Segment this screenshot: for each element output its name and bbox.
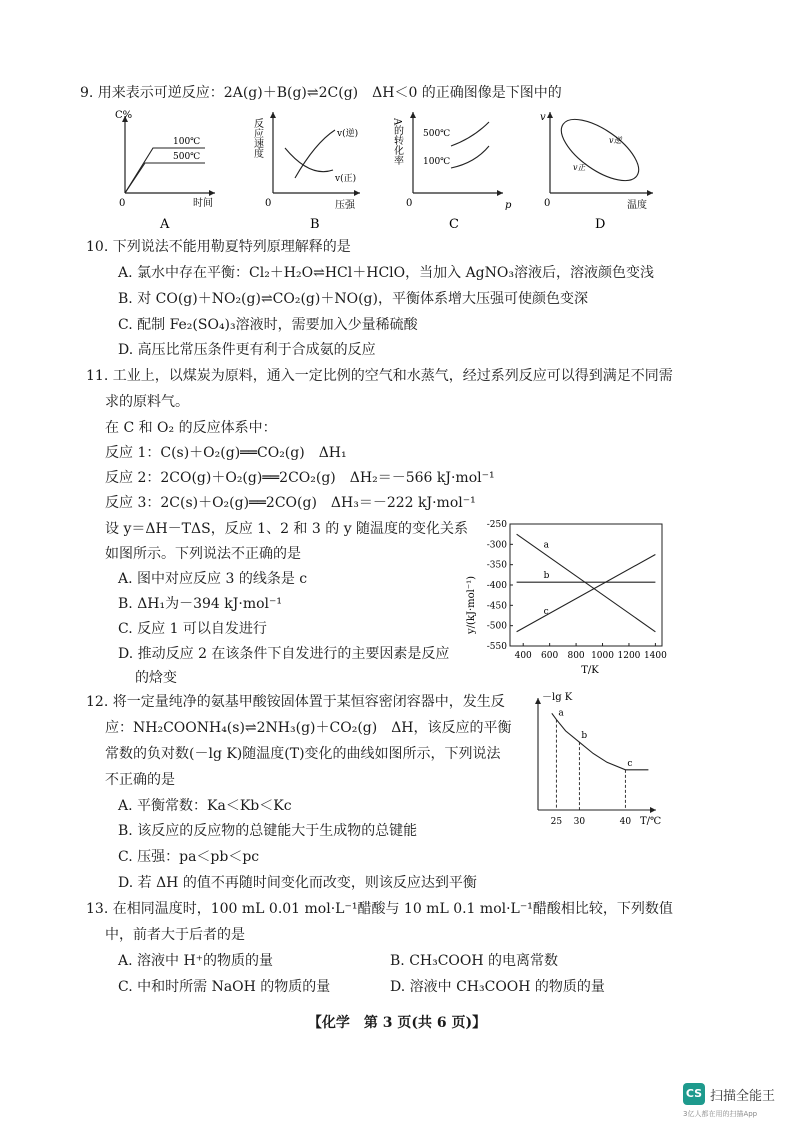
q11-option-a: A. 图中对应反应 3 的线条是 c [118,571,308,587]
q9-stem: 9. 用来表示可逆反应：2A(g)＋B(g)⇌2C(g) ΔH＜0 的正确图像是下图中的 [80,85,562,101]
graph-b-curve1: v(逆) [337,129,359,139]
q12-chart-xlabel: T/℃ [640,816,662,827]
q9-graph-a [115,108,225,233]
q10-option-b: B. 对 CO(g)＋NO₂(g)⇌CO₂(g)＋NO(g)，平衡体系增大压强可使颜色变深 [118,291,588,307]
q11-chart-ytick-label: -250 [486,520,507,530]
q11-chart-xtick-label: 1400 [643,651,667,661]
q12-stem-line3: 常数的负对数(－lg K)随温度(T)变化的曲线如图所示，下列说法 [105,746,501,762]
graph-b-ylabel: 反应速度 [251,118,263,158]
q11-option-c: C. 反应 1 可以自发进行 [118,621,267,637]
q11-stem-line1: 11. 工业上，以煤炭为原料，通入一定比例的空气和水蒸气，经过系列反应可以得到满足不同需 [86,368,673,384]
graph-a-curve2: 500℃ [173,152,201,162]
q11-stem-line2: 求的原料气。 [105,394,189,410]
graph-a-ylabel: C% [115,110,133,121]
graph-a-letter: A [160,217,170,232]
q12-option-b: B. 该反应的反应物的总键能大于生成物的总键能 [118,823,418,839]
q11-reaction-2: 反应 2：2CO(g)＋O₂(g)══2CO₂(g) ΔH₂＝－566 kJ·mol⁻¹ [105,470,495,486]
q11-chart-ytick-label: -400 [486,581,507,591]
graph-a-xlabel: 时间 [193,198,213,209]
graph-c-letter: C [449,217,459,232]
q11-context: 在 C 和 O₂ 的反应体系中： [105,420,277,436]
graph-b-xlabel: 压强 [335,200,355,211]
scanner-watermark [683,1083,793,1119]
graph-d-curve1: v逆 [609,136,622,145]
q12-stem-line2: 应：NH₂COONH₄(s)⇌2NH₃(g)＋CO₂(g) ΔH，该反应的平衡 [105,720,512,736]
q12-chart-xtick-label: 25 [550,817,563,827]
q11-chart-line-c [517,555,656,632]
graph-c-ylabel: A的转化率 [391,118,403,166]
q11-chart-series-label-a: a [543,540,549,551]
graph-c-origin: 0 [406,198,413,209]
graph-a-curve1: 100℃ [173,137,201,147]
q10-option-d: D. 高压比常压条件更有利于合成氨的反应 [118,342,376,358]
q12-chart-ylabel: －lg K [542,692,573,703]
q11-chart-ytick-label: -550 [486,642,507,652]
q11-chart-series-label-c: c [543,606,549,617]
graph-c-curve1: 500℃ [423,129,451,139]
q11-chart-xlabel: T/K [581,665,599,676]
q11-chart-series-label-b: b [543,571,550,582]
q13-option-d: D. 溶液中 CH₃COOH 的物质的量 [390,979,605,995]
q11-chart-xtick-label: 400 [514,651,532,661]
q13-option-c: C. 中和时所需 NaOH 的物质的量 [118,979,331,995]
q12-chart-point-label-c: c [627,758,633,769]
q11-reaction-1: 反应 1：C(s)＋O₂(g)══CO₂(g) ΔH₁ [105,445,347,461]
q11-chart-ylabel: y/(kJ·mol⁻¹) [466,575,477,634]
q10-option-c: C. 配制 Fe₂(SO₄)₃溶液时，需要加入少量稀硫酸 [118,317,418,333]
q11-chart-ytick-label: -450 [486,601,507,612]
q11-chart-frame [510,524,662,646]
q11-reaction-3: 反应 3：2C(s)＋O₂(g)══2CO(g) ΔH₃＝－222 kJ·mol⁻¹ [105,495,476,511]
q11-chart [462,516,674,676]
graph-d-letter: D [595,217,606,232]
q9-graph-b [251,108,370,233]
q11-chart-ytick-label: -300 [486,540,507,551]
q10-option-a: A. 氯水中存在平衡：Cl₂＋H₂O⇌HCl＋HClO，当加入 AgNO₃溶液后，溶液颜色变浅 [118,265,654,281]
q12-chart-xtick-label: 40 [619,817,632,827]
q11-desc-line1: 设 y＝ΔH－TΔS，反应 1、2 和 3 的 y 随温度的变化关系 [105,521,469,537]
graph-d-origin: 0 [544,198,551,209]
scanner-subtitle: 3亿人都在用的扫描App [683,1110,758,1118]
graph-c-xlabel: p [505,200,512,211]
graph-d-ylabel: v [540,112,546,123]
graph-a-origin: 0 [119,198,126,209]
graph-b-curve2: v(正) [335,174,357,184]
q13-option-b: B. CH₃COOH 的电离常数 [390,953,559,969]
q10-stem: 10. 下列说法不能用勒夏特列原理解释的是 [86,239,351,255]
graph-b-letter: B [310,217,320,232]
q12-option-a: A. 平衡常数：Ka＜Kb＜Kc [118,798,292,814]
q13-stem-line2: 中，前者大于后者的是 [105,927,245,943]
q11-chart-ytick-label: -500 [486,621,507,632]
q11-option-b: B. ΔH₁为－394 kJ·mol⁻¹ [118,596,283,612]
q12-chart [528,688,668,830]
q11-desc-line2: 如图所示。下列说法不正确的是 [105,546,301,562]
q11-chart-xtick-label: 1200 [617,651,641,661]
q12-chart-point-label-b: b [581,731,588,742]
q12-option-c: C. 压强：pa＜pb＜pc [118,849,260,865]
q12-chart-curve [552,713,649,770]
q11-chart-ytick-label: -350 [486,560,507,571]
q12-option-d: D. 若 ΔH 的值不再随时间变化而改变，则该反应达到平衡 [118,875,477,891]
q12-chart-xtick-label: 30 [573,817,586,827]
scanner-logo-icon: CS [683,1083,705,1105]
q11-chart-xtick-label: 600 [541,651,559,661]
q11-chart-xtick-label: 800 [567,651,585,661]
q13-option-a: A. 溶液中 H⁺的物质的量 [118,953,274,969]
q12-stem-line4: 不正确的是 [105,772,175,788]
q11-option-d: D. 推动反应 2 在该条件下自发进行的主要因素是反应 [118,646,450,662]
graph-d-xlabel: 温度 [627,200,647,211]
q11-option-d-cont: 的焓变 [135,670,177,686]
q9-graph-c [393,108,518,233]
graph-c-curve2: 100℃ [423,157,451,167]
page-footer: 【化学 第 3 页(共 6 页)】 [307,1015,487,1031]
q9-graph-d [535,108,665,233]
q13-stem-line1: 13. 在相同温度时，100 mL 0.01 mol·L⁻¹醋酸与 10 mL 0.1 mol·L⁻¹醋酸相比较，下列数值 [86,901,673,917]
scanner-name: 扫描全能王 [710,1089,776,1104]
q11-chart-xtick-label: 1000 [591,651,614,661]
q12-stem-line1: 12. 将一定量纯净的氨基甲酸铵固体置于某恒容密闭容器中，发生反 [86,694,505,710]
graph-b-origin: 0 [265,198,272,209]
graph-d-curve2: v正 [573,163,586,172]
q11-chart-line-a [517,534,656,632]
q12-chart-point-label-a: a [558,708,564,719]
